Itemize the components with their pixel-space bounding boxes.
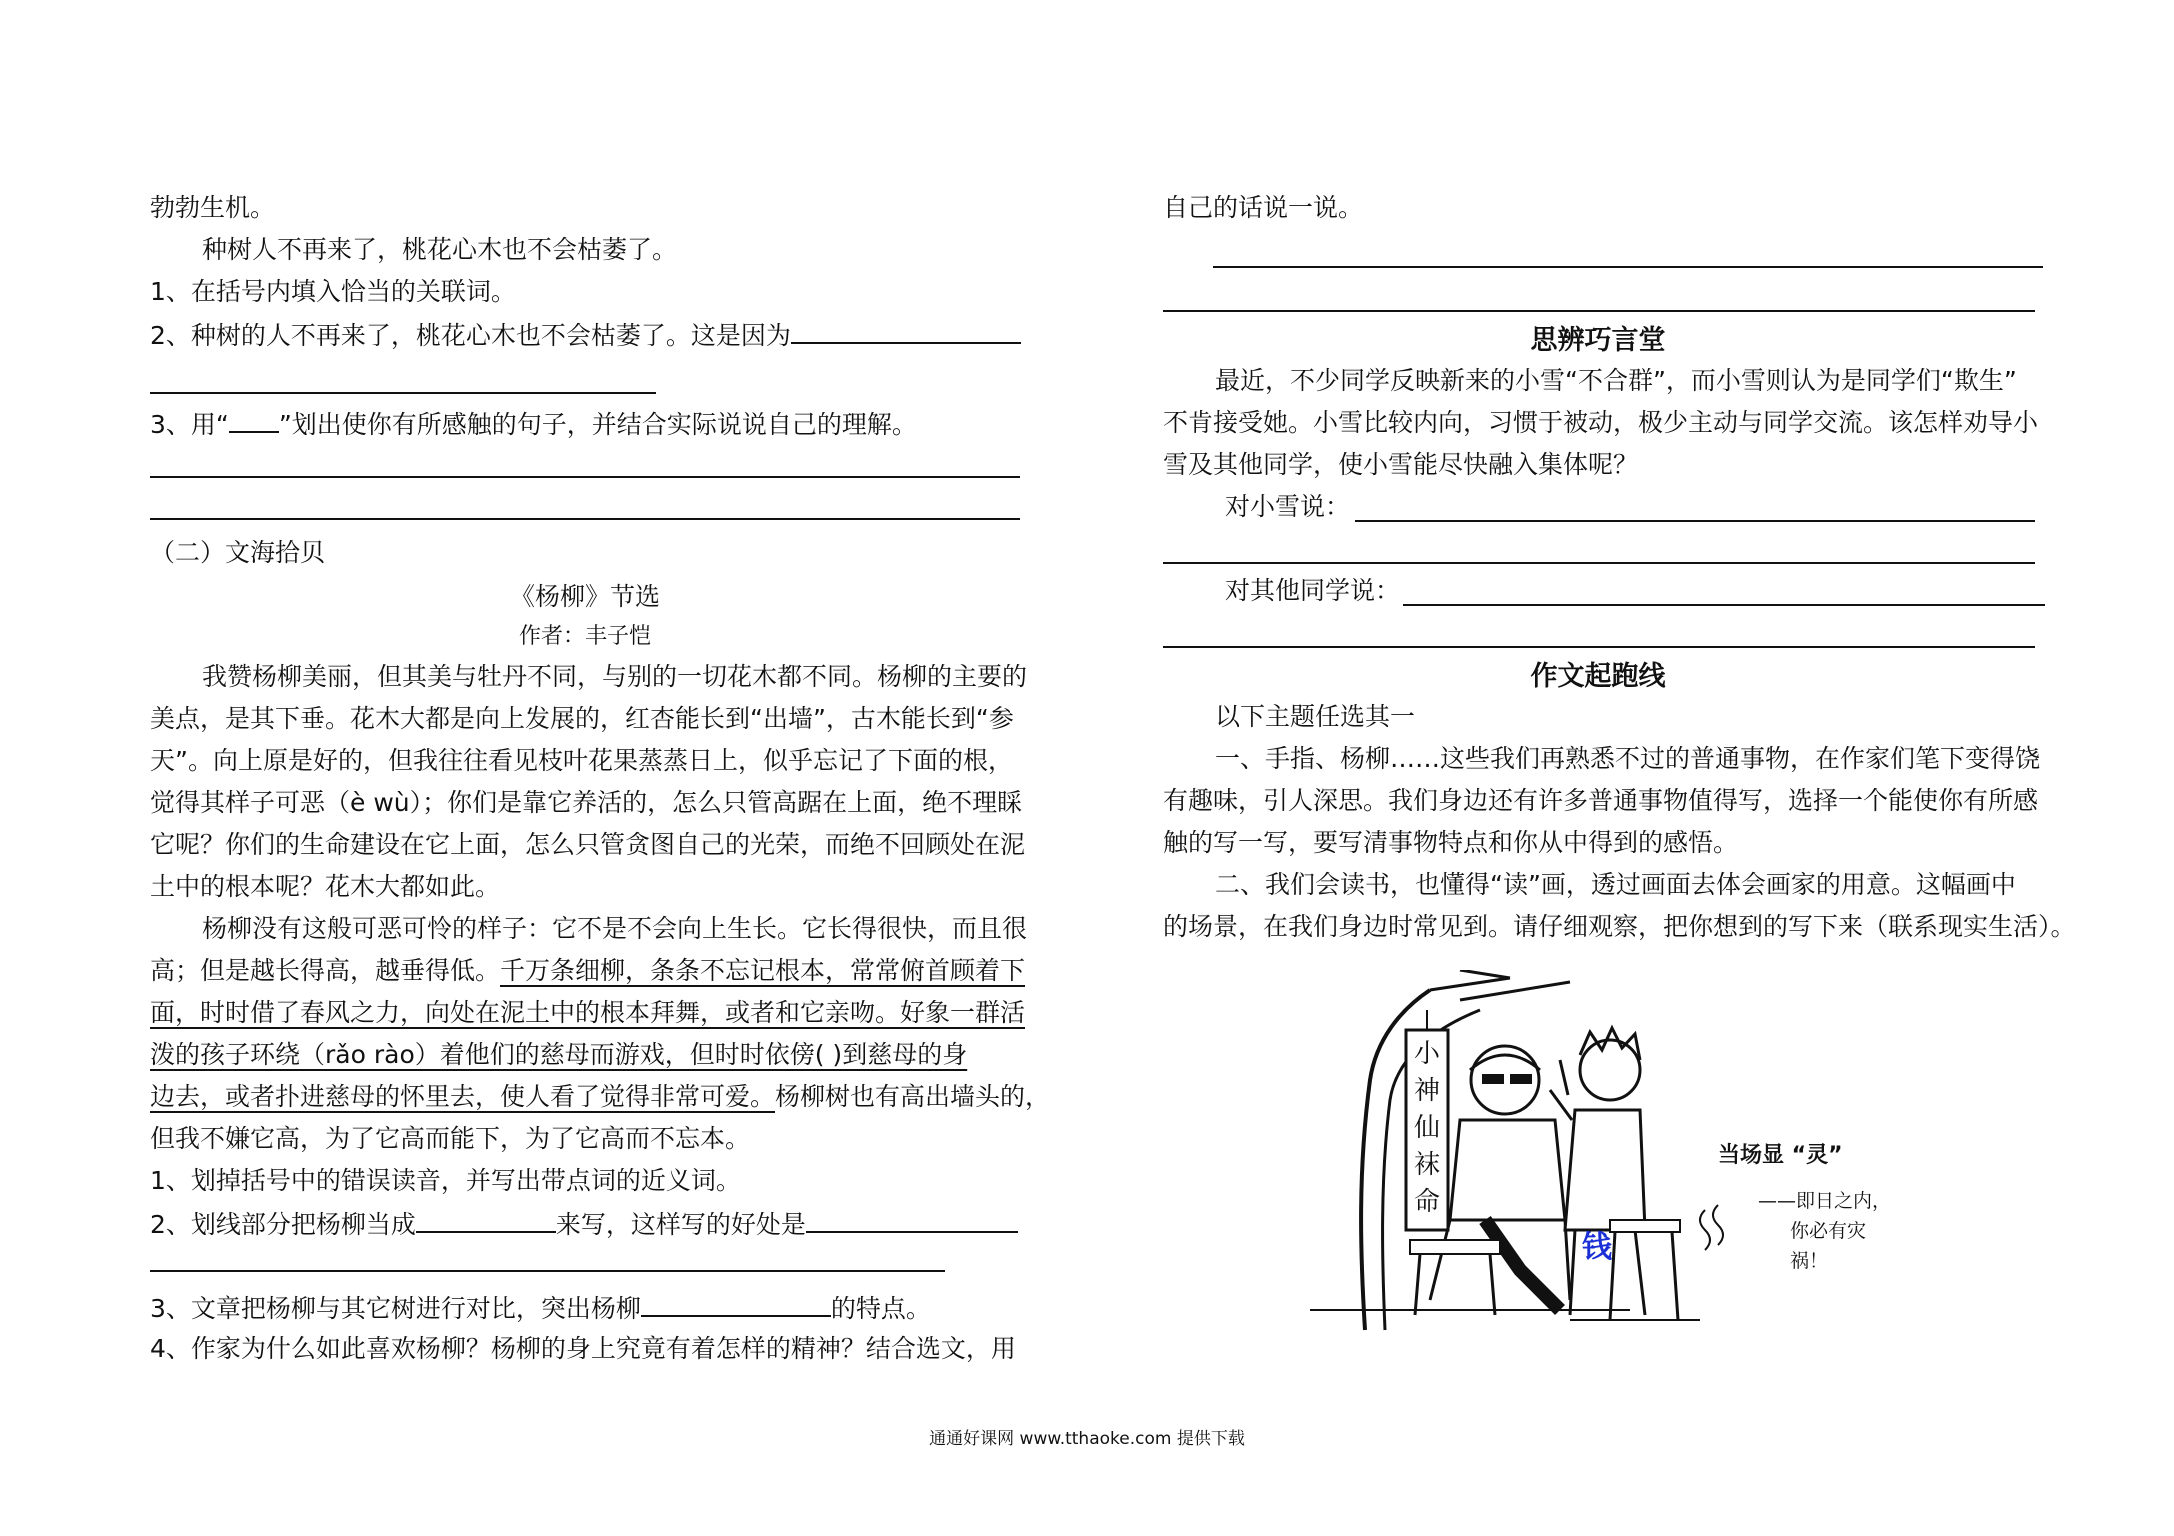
prompt-line: 二、我们会读书，也懂得“读”画，透过画面去体会画家的用意。这幅画中 xyxy=(1215,870,2016,899)
banner-text: 小 神 仙 袜 命 xyxy=(1413,1039,1440,1217)
answer-line[interactable] xyxy=(150,392,656,394)
answer-line[interactable] xyxy=(1213,266,2043,268)
answer-line[interactable] xyxy=(1163,562,2035,564)
question-1: 1、在括号内填入恰当的关联词。 xyxy=(150,277,516,306)
passage-line xyxy=(150,1079,1050,1115)
section-heading: 作文起跑线 xyxy=(1530,661,1666,692)
question-2 xyxy=(150,316,1021,352)
question-2 xyxy=(150,1205,1018,1241)
question-3 xyxy=(150,1289,931,1325)
underlined-line: 泼的孩子环绕（rǎo rào）着他们的慈母而游戏，但时时依傍( )到慈母的身 xyxy=(150,1040,968,1069)
answer-blank[interactable] xyxy=(416,1205,556,1233)
question-3-suffix: 的特点。 xyxy=(830,1294,931,1323)
question-2-middle: 来写，这样写的好处是 xyxy=(555,1210,806,1239)
passage-line: 美点，是其下垂。花木大都是向上发展的，红杏能长到“出墙”，古木能长到“参 xyxy=(150,704,1014,733)
cartoon-caption: ——即日之内， 你必有灾 祸！ xyxy=(1758,1190,1892,1272)
passage-line: 但我不嫌它高，为了它高而能下，为了它高而不忘本。 xyxy=(150,1124,751,1153)
section-heading: 思辨巧言堂 xyxy=(1530,325,1666,356)
page-footer: 通通好课网 www.tthaoke.com 提供下载 xyxy=(929,1429,1245,1449)
passage-line: 我赞杨柳美丽，但其美与牡丹不同，与别的一切花木都不同。杨柳的主要的 xyxy=(202,662,1028,691)
passage-author: 作者：丰子恺 xyxy=(518,624,651,649)
answer-line[interactable] xyxy=(1163,646,2035,648)
underlined-text: 边去，或者扑进慈母的怀里去，使人看了觉得非常可爱。 xyxy=(150,1082,776,1111)
prompt-line: 一、手指、杨柳……这些我们再熟悉不过的普通事物，在作家们笔下变得饶 xyxy=(1215,744,2041,773)
money-label: 钱 xyxy=(1582,1230,1612,1265)
underlined-text: 千万条细柳，条条不忘记根本，常常俯首顾着下 xyxy=(500,956,1026,985)
text-line: 勃勃生机。 xyxy=(150,193,276,222)
prompt-line: 有趣味，引人深思。我们身边还有许多普通事物值得写，选择一个能使你有所感 xyxy=(1163,786,2039,815)
passage-line: 它呢？你们的生命建设在它上面，怎么只管贪图自己的光荣，而绝不回顾处在泥 xyxy=(150,830,1026,859)
passage-line: 觉得其样子可恶（è wù）；你们是靠它养活的，怎么只管高踞在上面，绝不理睬 xyxy=(150,788,1023,817)
prompt-line: 触的写一写，要写清事物特点和你从中得到的感悟。 xyxy=(1163,828,1739,857)
prompt-label: 对小雪说： xyxy=(1225,492,1351,521)
passage-title: 《杨柳》节选 xyxy=(509,582,660,611)
answer-line[interactable] xyxy=(1403,604,2045,606)
answer-line[interactable] xyxy=(150,476,1020,478)
section-heading: （二）文海拾贝 xyxy=(150,538,326,567)
cartoon-illustration xyxy=(1310,970,1890,1340)
underlined-line: 面，时时借了春风之力，向处在泥土中的根本拜舞，或者和它亲吻。好象一群活 xyxy=(150,998,1026,1027)
passage-line: 土中的根本呢？花木大都如此。 xyxy=(150,872,501,901)
prompt-label: 对其他同学说： xyxy=(1225,576,1401,605)
text-line: 自己的话说一说。 xyxy=(1163,193,1364,222)
question-3-suffix: ”划出使你有所感触的句子，并结合实际说说自己的理解。 xyxy=(278,410,917,439)
answer-blank[interactable] xyxy=(791,316,1021,344)
prompt-line: 最近，不少同学反映新来的小雪“不合群”，而小雪则认为是同学们“欺生” xyxy=(1215,366,2017,395)
question-2-text: 2、种树的人不再来了，桃花心木也不会枯萎了。这是因为 xyxy=(150,321,791,350)
cartoon-title: 当场显 “灵” xyxy=(1718,1143,1843,1168)
prompt-line: 以下主题任选其一 xyxy=(1215,702,1416,731)
underline-sample xyxy=(229,405,279,433)
question-3-prefix: 3、用“ xyxy=(150,410,229,439)
text-line: 种树人不再来了，桃花心木也不会枯萎了。 xyxy=(202,235,678,264)
question-4: 4、作家为什么如此喜欢杨柳？杨柳的身上究竟有着怎样的精神？结合选文，用 xyxy=(150,1334,1016,1363)
question-2-prefix: 2、划线部分把杨柳当成 xyxy=(150,1210,416,1239)
passage-line: 杨柳没有这般可恶可怜的样子：它不是不会向上生长。它长得很快，而且很 xyxy=(202,914,1028,943)
answer-line[interactable] xyxy=(150,518,1020,520)
passage-text: 高；但是越长得高，越垂得低。 xyxy=(150,956,501,985)
answer-line[interactable] xyxy=(1163,310,2035,312)
question-1: 1、划掉括号中的错误读音，并写出带点词的近义词。 xyxy=(150,1166,741,1195)
answer-line[interactable] xyxy=(150,1270,945,1272)
prompt-line: 雪及其他同学，使小雪能尽快融入集体呢？ xyxy=(1163,450,1639,479)
prompt-line: 的场景，在我们身边时常见到。请仔细观察，把你想到的写下来（联系现实生活）。 xyxy=(1163,912,2076,941)
answer-blank[interactable] xyxy=(806,1205,1018,1233)
question-3 xyxy=(150,405,917,441)
passage-text: 杨柳树也有高出墙头的， xyxy=(775,1082,1051,1111)
passage-line xyxy=(150,953,1025,989)
answer-line[interactable] xyxy=(1355,520,2035,522)
passage-line: 天”。向上原是好的，但我往往看见枝叶花果蒸蒸日上，似乎忘记了下面的根， xyxy=(150,746,1013,775)
prompt-line: 不肯接受她。小雪比较内向，习惯于被动，极少主动与同学交流。该怎样劝导小 xyxy=(1163,408,2039,437)
question-3-prefix: 3、文章把杨柳与其它树进行对比，突出杨柳 xyxy=(150,1294,641,1323)
answer-blank[interactable] xyxy=(641,1289,831,1317)
